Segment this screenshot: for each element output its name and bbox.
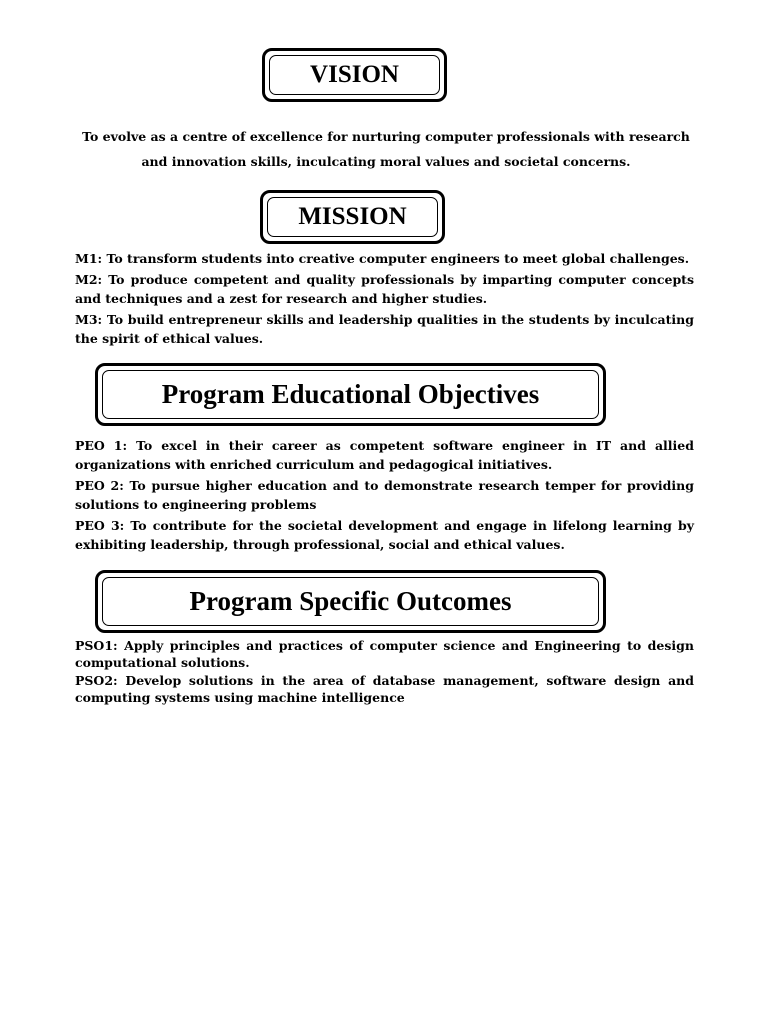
mission-heading: MISSION — [267, 197, 438, 237]
pso-item-2: PSO2: Develop solutions in the area of database management, software design and computing systems using machine intelligence — [75, 673, 694, 705]
mission-heading-box — [260, 190, 445, 244]
peo-heading: Program Educational Objectives — [102, 370, 599, 419]
vision-heading-box — [262, 48, 447, 102]
peo-item-3: PEO 3: To contribute for the societal development and engage in lifelong learning by exhibiting leadership, through professional, social and ethical values. — [75, 518, 694, 552]
mission-list — [75, 249, 694, 350]
pso-item-1: PSO1: Apply principles and practices of computer science and Engineering to design computational solutions. — [75, 638, 694, 670]
vision-statement: To evolve as a centre of excellence for nurturing computer professionals with research and innovation skills, inculcating moral values and societal concerns. — [82, 129, 690, 169]
vision-heading: VISION — [269, 55, 440, 95]
peo-item-2: PEO 2: To pursue higher education and to demonstrate research temper for providing solutions to engineering problems — [75, 478, 694, 512]
mission-item-m1: M1: To transform students into creative computer engineers to meet global challenges. — [75, 251, 690, 266]
peo-list — [75, 436, 694, 556]
pso-list — [75, 637, 694, 707]
mission-item-m2: M2: To produce competent and quality professionals by imparting computer concepts and techniques and a zest for research and higher studies. — [75, 272, 694, 306]
mission-item-m3: M3: To build entrepreneur skills and leadership qualities in the students by inculcating the spirit of ethical values. — [75, 312, 694, 346]
peo-heading-box — [95, 363, 606, 426]
peo-item-1: PEO 1: To excel in their career as competent software engineer in IT and allied organizations with enriched curriculum and pedagogical initiatives. — [75, 438, 694, 472]
pso-heading-box — [95, 570, 606, 633]
pso-heading: Program Specific Outcomes — [102, 577, 599, 626]
